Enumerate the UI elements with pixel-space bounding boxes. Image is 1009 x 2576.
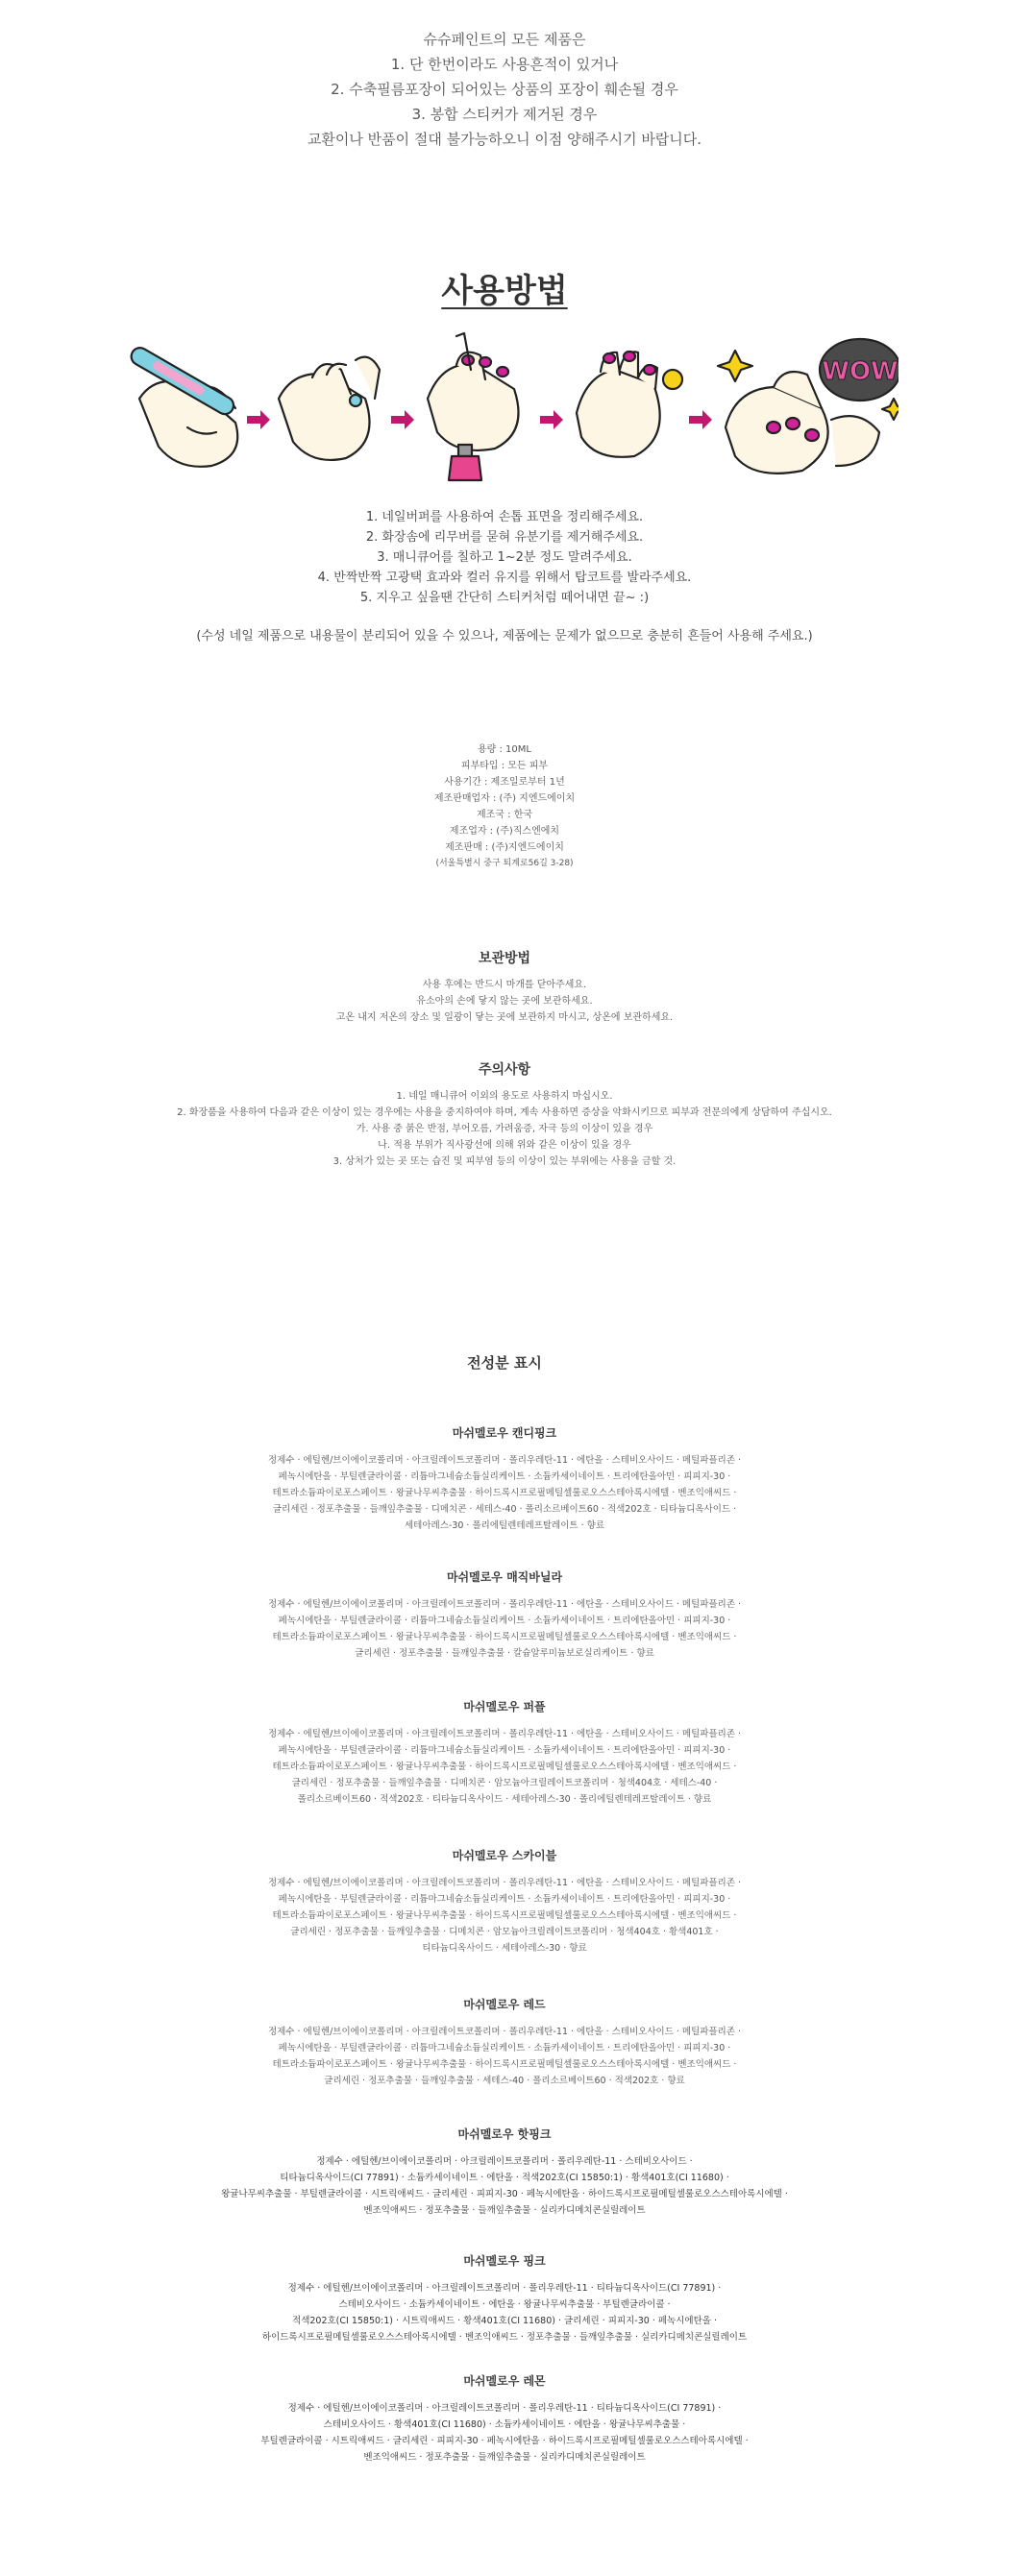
ingredient-line: 테트라소듐파이로포스페이트 · 왕귤나무씨추출물 · 하이드록시프로필메틸셀룰로오스스테아록시에텔 · 벤조익애씨드 · [272,1632,737,1642]
ingredient-block-magic-vanilla [0,1568,1009,1662]
ingredient-line: 테트라소듐파이로포스페이트 · 왕귤나무씨추출물 · 하이드록시프로필메틸셀룰로오스스테아록시에텔 · 벤조익애씨드 · [272,1910,737,1921]
ingredient-line: 정제수 · 에틸헨/브이에이코폴리머 · 아크릴레이트코폴리머 · 폴리우레탄-11 · 에탄올 · 스테비오사이드 · 메틸파플리존 · [267,1599,742,1610]
ingredient-line: 티타늄디옥사이드(CI 77891) · 소듐카세이네이트 · 에탄올 · 적색202호(CI 15850:1) · 황색401호(CI 11680) · [280,2173,729,2183]
usage-heading [0,264,1009,311]
ingredient-line: 정제수 · 에틸헨/브이에이코폴리머 · 아크릴레이트코폴리머 · 폴리우레탄-11 · 에탄올 · 스테비오사이드 · 메틸파플리존 · [267,1729,742,1739]
step4-drying-hand [577,352,682,457]
step3-painting-hand [428,333,519,480]
product-name: 마쉬멜로우 스카이블 [452,1849,557,1862]
ingredient-block-hot-pink [0,2126,1009,2219]
notice-line: 교환이나 반품이 절대 불가능하오니 이점 양해주시기 바랍니다. [307,131,702,148]
ingredient-line: 폴리소르베이트60 · 적색202호 · 티타늄디옥사이드 · 세테아레스-30 · 폴리에틸렌테레프탈레이트 · 향료 [297,1794,712,1805]
usage-step: 4. 반짝반짝 고광택 효과와 컬러 유지를 위해서 탑코트를 발라주세요. [317,571,692,585]
sparkle-icon [718,351,752,381]
wow-text: WOW [822,357,898,386]
caution-line: 가. 사용 중 붉은 반점, 부어오름, 가려움증, 자극 등의 이상이 있을 경우 [356,1124,653,1134]
ingredient-block-red [0,1996,1009,2089]
spec-line: 제조국 : 한국 [476,810,533,820]
ingredient-line: 페녹시에탄올 · 부틸렌글라이콜 · 리튬마그네슘소듐실리케이트 · 소듐카세이네이트 · 트리에탄올아민 · 피피지-30 · [278,1616,731,1626]
ingredient-line: 하이드록시프로필메틸셀룰로오스스테아록시에텔 · 벤조익애씨드 · 정포추출물 · 들깨잎추출물 · 실리카디메치콘실릴레이트 [261,2332,748,2343]
step1-buffer-hand [130,345,237,467]
ingredient-block-purple [0,1698,1009,1808]
usage-step: 2. 화장솜에 리무버를 묻혀 유분기를 제거해주세요. [365,530,644,545]
caution-line: 1. 네일 매니큐어 이외의 용도로 사용하지 마십시오. [396,1091,613,1102]
notice-line: 2. 수축필름포장이 되어있는 상품의 포장이 훼손될 경우 [331,81,678,98]
product-spec [0,741,1009,872]
ingredient-line: 티타늄디옥사이드 · 세테아레스-30 · 향료 [422,1943,587,1954]
ingredient-line: 정제수 · 에틸헨/브이에이코폴리머 · 아크릴레이트코폴리머 · 폴리우레탄-11 · 티타늄디옥사이드(CI 77891) · [287,2283,722,2294]
ingredient-line: 정제수 · 에틸헨/브이에이코폴리머 · 아크릴레이트코폴리머 · 폴리우레탄-11 · 에탄올 · 스테비오사이드 · 메틸파플리존 · [267,2027,742,2037]
ingredient-block-pink [0,2252,1009,2345]
usage-steps-text [0,507,1009,608]
ingredient-line: 페녹시에탄올 · 부틸렌글라이콜 · 리튬마그네슘소듐실리케이트 · 소듐카세이네이트 · 트리에탄올아민 · 피피지-30 · [278,1471,731,1482]
ingredient-line: 테트라소듐파이로포스페이트 · 왕귤나무씨추출물 · 하이드록시프로필메틸셀룰로오스스테아록시에텔 · 벤조익애씨드 · [272,1762,737,1772]
usage-steps-illustration [130,331,898,485]
caution-section [0,1059,1009,1170]
ingredient-line: 스테비오사이드 · 소듐카세이네이트 · 에탄올 · 왕귤나무씨추출물 · 부틸렌글라이콜 · [338,2299,671,2310]
ingredient-block-candy-pink [0,1424,1009,1534]
ingredient-line: 벤조익애씨드 · 정포추출물 · 들깨잎추출물 · 실리카디메치콘실릴레이트 [363,2205,646,2216]
ingredient-line: 글리세린 · 정포추출물 · 들깨잎추출물 · 칼슘알루미늄보로실리케이트 · 향료 [355,1648,654,1659]
product-name: 마쉬멜로우 핫핑크 [457,2127,552,2141]
return-notice [0,27,1009,152]
ingredient-line: 테트라소듐파이로포스페이트 · 왕귤나무씨추출물 · 하이드록시프로필메틸셀룰로오스스테아록시에텔 · 벤조익애씨드 · [272,2059,737,2070]
product-name: 마쉬멜로우 레드 [463,1998,546,2011]
caution-title: 주의사항 [478,1062,531,1078]
storage-line: 고온 내지 저온의 장소 및 일광이 닿는 곳에 보관하지 마시고, 상온에 보관하세요. [335,1012,674,1023]
product-name: 마쉬멜로우 퍼플 [463,1700,546,1713]
ingredient-line: 글리세린 · 정포추출물 · 들깨잎추출물 · 디메치콘 · 세테스-40 · 폴리소르베이트60 · 적색202호 · 티타늄디옥사이드 · [272,1504,737,1515]
ingredient-line: 페녹시에탄올 · 부틸렌글라이콜 · 리튬마그네슘소듐실리케이트 · 소듐카세이네이트 · 트리에탄올아민 · 피피지-30 · [278,2043,731,2054]
usage-step: 3. 매니큐어를 칠하고 1~2분 정도 말려주세요. [377,550,632,565]
spec-line: 제조판매업자 : (주) 지엔드에이치 [433,793,576,804]
product-name: 마쉬멜로우 레몬 [463,2374,546,2388]
storage-line: 유소아의 손에 닿지 않는 곳에 보관하세요. [416,996,593,1007]
notice-line: 1. 단 한번이라도 사용흔적이 있거나 [390,56,619,73]
usage-note: (수성 네일 제품으로 내용물이 분리되어 있을 수 있으나, 제품에는 문제가 없으므로 충분히 흔들어 사용해 주세요.) [196,629,813,644]
ingredient-line: 글리세린 · 정포추출물 · 들깨잎추출물 · 디메치콘 · 암모늄아크릴레이트코폴리머 · 청색404호 · 세테스-40 · [291,1778,718,1788]
caution-line: 나. 적용 부위가 직사광선에 의해 위와 같은 이상이 있을 경우 [378,1140,631,1151]
spec-line: 제조판매 : (주)지엔드에이치 [445,842,564,853]
caution-line: 3. 상처가 있는 곳 또는 습진 및 피부염 등의 이상이 있는 부위에는 사용을 금할 것. [332,1156,677,1167]
spec-line: 피부타입 : 모든 피부 [460,761,549,771]
ingredient-line: 부틸렌글라이콜 · 시트릭애씨드 · 글리세린 · 피피지-30 · 페녹시에탄올 · 하이드록시프로필메틸셀룰로오스스테아록시에텔 · [260,2436,749,2446]
ingredient-line: 벤조익애씨드 · 정포추출물 · 들깨잎추출물 · 실리카디메치콘실릴레이트 [363,2452,646,2463]
ingredient-line: 정제수 · 에틸헨/브이에이코폴리머 · 아크릴레이트코폴리머 · 폴리우레탄-11 · 스테비오사이드 · [316,2156,693,2167]
ingredient-line: 정제수 · 에틸헨/브이에이코폴리머 · 아크릴레이트코폴리머 · 폴리우레탄-11 · 에탄올 · 스테비오사이드 · 메틸파플리존 · [267,1878,742,1888]
caution-line: 2. 화장품을 사용하여 다음과 같은 이상이 있는 경우에는 사용을 중지하여야 하며, 계속 사용하면 증상을 악화시키므로 피부과 전문의에게 상담하여 주십시오. [177,1107,832,1118]
ingredient-block-lemon [0,2372,1009,2466]
ingredient-line: 왕귤나무씨추출물 · 부틸렌글라이콜 · 시트릭애씨드 · 글리세린 · 피피지-30 · 페녹시에탄올 · 하이드록시프로필메틸셀룰로오스스테아록시에텔 · [221,2189,788,2199]
ingredient-block-sky-blue [0,1847,1009,1956]
ingredient-line: 정제수 · 에틸헨/브이에이코폴리머 · 아크릴레이트코폴리머 · 폴리우레탄-11 · 티타늄디옥사이드(CI 77891) · [287,2403,722,2414]
step2-remover-hands [279,357,380,460]
spec-address: (서울특별시 중구 퇴계로56길 3-28) [435,859,574,868]
notice-line: 3. 봉합 스티커가 제거된 경우 [411,106,598,123]
product-name: 마쉬멜로우 핑크 [463,2254,546,2268]
spec-line: 사용기간 : 제조일로부터 1년 [444,777,565,788]
ingredient-line: 글리세린 · 정포추출물 · 들깨잎추출물 · 세테스-40 · 폴리소르베이트60 · 적색202호 · 향료 [324,2076,685,2086]
step5-peel-hands [718,339,898,474]
storage-line: 사용 후에는 반드시 마개를 닫아주세요. [422,980,587,990]
ingredient-line: 세테아레스-30 · 폴리에틸렌테레프탈레이트 · 향료 [405,1520,604,1531]
ingredient-line: 정제수 · 에틸헨/브이에이코폴리머 · 아크릴레이트코폴리머 · 폴리우레탄-11 · 에탄올 · 스테비오사이드 · 메틸파플리존 · [267,1455,742,1466]
product-name: 마쉬멜로우 매직바닐라 [446,1570,563,1584]
spec-line: 용량 : 10ML [478,744,531,755]
ingredient-line: 페녹시에탄올 · 부틸렌글라이콜 · 리튬마그네슘소듐실리케이트 · 소듐카세이네이트 · 트리에탄올아민 · 피피지-30 · [278,1894,731,1905]
spec-line: 제조업자 : (주)직스엔에치 [449,826,560,837]
usage-step: 5. 지우고 싶을땐 간단히 스티커처럼 떼어내면 끝~ :) [359,591,650,605]
ingredient-line: 페녹시에탄올 · 부틸렌글라이콜 · 리튬마그네슘소듐실리케이트 · 소듐카세이네이트 · 트리에탄올아민 · 피피지-30 · [278,1745,731,1756]
ingredient-line: 적색202호(CI 15850:1) · 시트릭애씨드 · 황색401호(CI 11680) · 글리세린 · 피피지-30 · 페녹시에탄올 · [292,2316,717,2326]
product-name: 마쉬멜로우 캔디핑크 [452,1426,557,1440]
ingredient-line: 글리세린 · 정포추출물 · 들깨잎추출물 · 디메치콘 · 암모늄아크릴레이트코폴리머 · 청색404호 · 황색401호 · [290,1927,719,1937]
ingredient-line: 스테비오사이드 · 황색401호(CI 11680) · 소듐카세이네이트 · 에탄올 · 왕귤나무씨추출물 · [323,2419,686,2430]
usage-title: 사용방법 [441,272,568,310]
storage-title: 보관방법 [478,951,531,966]
ingredient-line: 테트라소듐파이로포스페이트 · 왕귤나무씨추출물 · 하이드록시프로필메틸셀룰로오스스테아록시에텔 · 벤조익애씨드 · [272,1488,737,1498]
usage-step: 1. 네일버퍼를 사용하여 손톱 표면을 정리해주세요. [365,510,644,524]
ingredients-title: 전성분 표시 [467,1354,542,1372]
notice-line: 슈슈페인트의 모든 제품은 [423,31,586,48]
storage-section [0,948,1009,1026]
